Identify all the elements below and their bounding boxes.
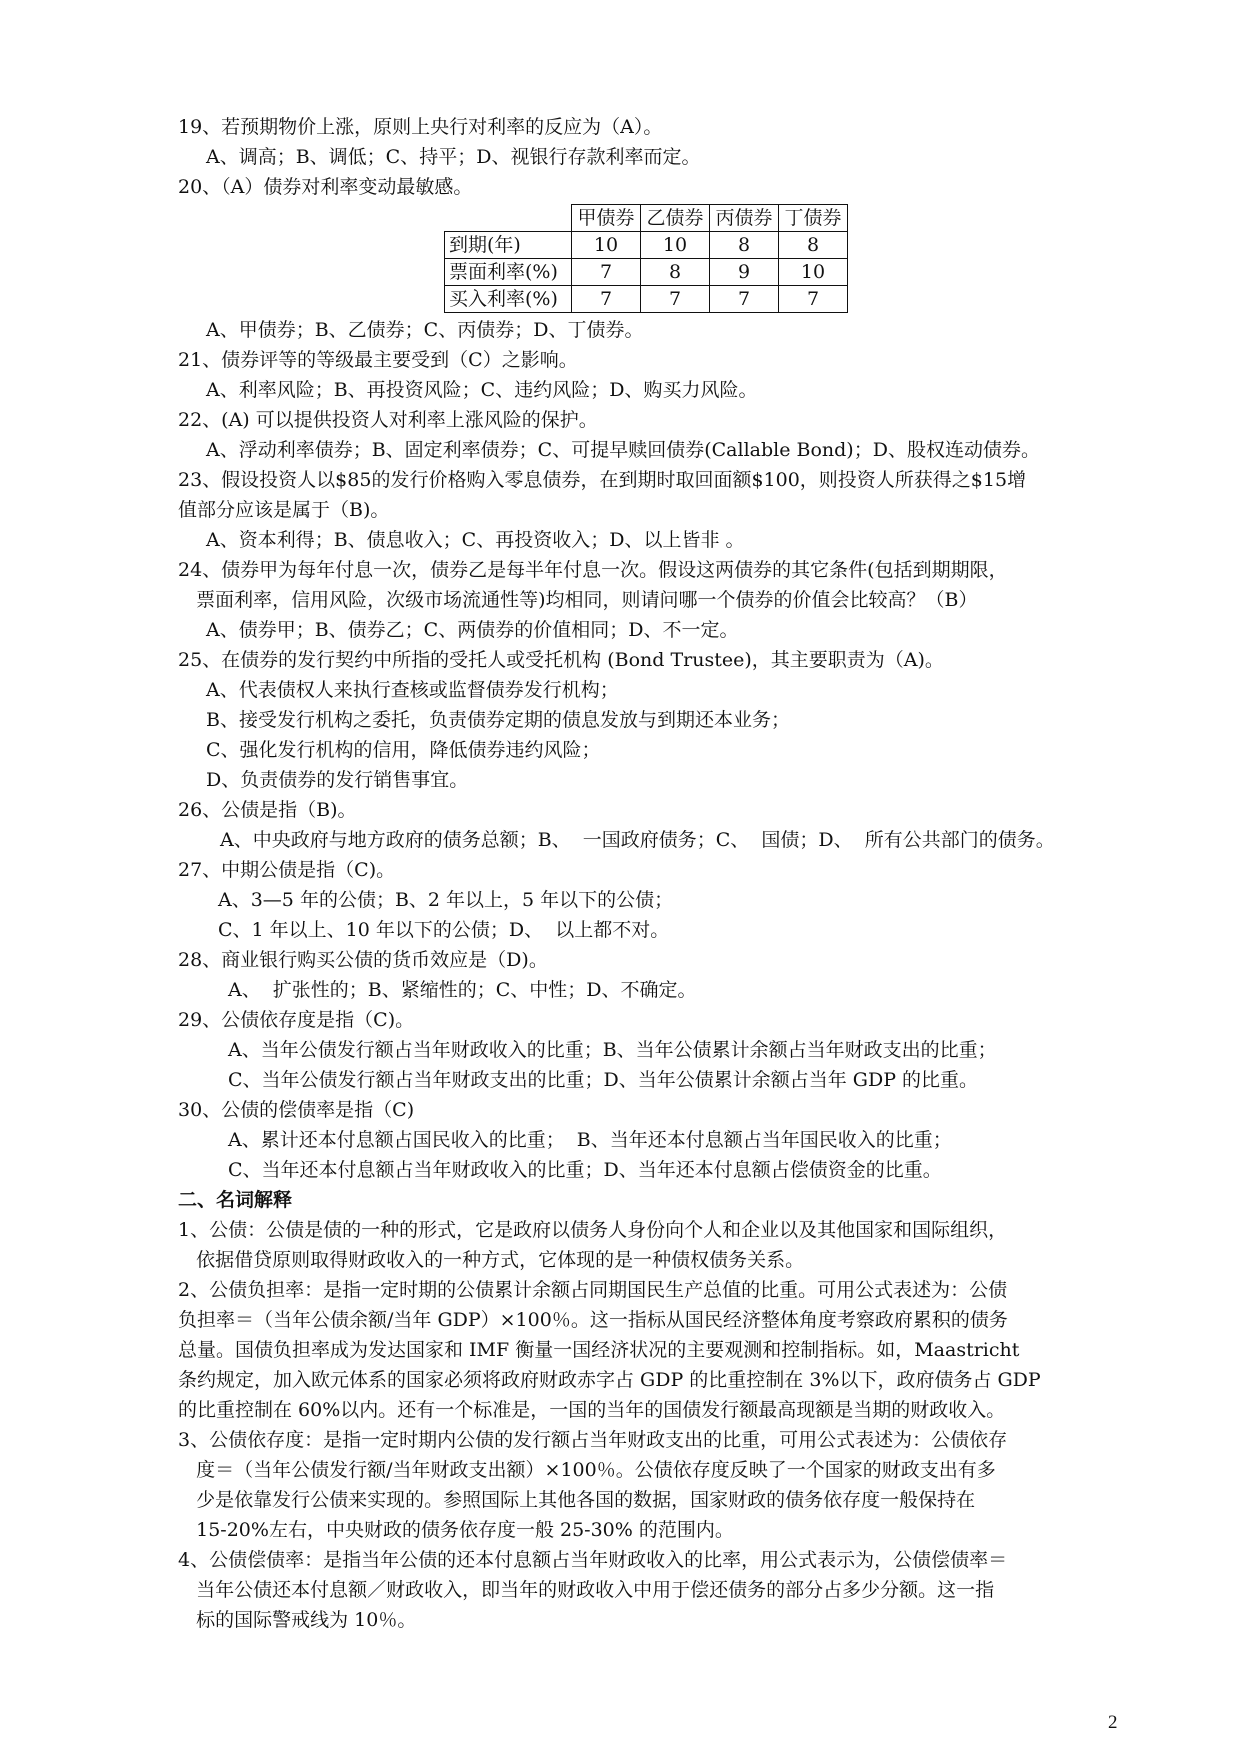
table-cell: 10 [572,232,641,259]
question-stem-cont: 值部分应该是属于（B)。 [178,499,390,521]
bond-table-wrapper [444,204,1121,313]
table-corner-cell [445,205,572,232]
table-header-cell: 甲债券 [572,205,641,232]
table-cell: 7 [779,286,848,313]
definition-line: 标的国际警戒线为 10％。 [178,1609,417,1631]
definition-line: 总量。国债负担率成为发达国家和 IMF 衡量一国经济状况的主要观测和控制指标。如，Maastricht [178,1339,1020,1361]
page-number: 2 [1108,1712,1118,1733]
question-27 [178,855,1121,945]
row-label: 到期(年) [445,232,572,259]
question-option: B、接受发行机构之委托，负责债券定期的债息发放与到期还本业务； [206,709,790,731]
question-stem: 27、中期公债是指（C)。 [178,859,396,881]
question-stem: 19、若预期物价上涨，原则上央行对利率的反应为（A）。 [178,116,663,138]
bond-table [444,204,848,313]
question-stem: 23、假设投资人以$85的发行价格购入零息债券，在到期时取回面额$100，则投资人所获得之$15增 [178,469,1027,491]
question-stem: 24、债券甲为每年付息一次，债券乙是每半年付息一次。假设这两债券的其它条件(包括到期期限， [178,559,1008,581]
definition-line: 负担率＝（当年公债余额/当年 GDP）×100％。这一指标从国民经济整体角度考察政府累积的债务 [178,1309,1008,1331]
question-30 [178,1095,1121,1185]
question-stem-cont: 票面利率，信用风险，次级市场流通性等)均相同，则请问哪一个债券的价值会比较高？（B） [178,589,978,611]
definition-line: 依据借贷原则取得财政收入的一种方式，它体现的是一种债权债务关系。 [178,1249,805,1271]
definition-line: 的比重控制在 60%以内。还有一个标准是，一国的当年的国债发行额最高现额是当期的财政收入。 [178,1399,1006,1421]
question-options: A、中央政府与地方政府的债务总额；B、 一国政府债务；C、 国债；D、 所有公共部门的债务。 [220,829,1055,851]
question-20 [178,172,1121,345]
question-options: A、调高；B、调低；C、持平；D、视银行存款利率而定。 [206,146,701,168]
question-stem: 26、公债是指（B)。 [178,799,357,821]
table-header-cell: 丙债券 [710,205,779,232]
question-23 [178,465,1121,555]
definition-2 [178,1275,1121,1425]
question-28 [178,945,1121,1005]
table-cell: 8 [710,232,779,259]
question-option: A、代表债权人来执行查核或监督债券发行机构； [206,679,619,701]
question-stem: 20、（A）债券对利率变动最敏感。 [178,176,473,198]
question-stem: 22、(A) 可以提供投资人对利率上涨风险的保护。 [178,409,598,431]
table-cell: 10 [779,259,848,286]
question-options: A、资本利得；B、债息收入；C、再投资收入；D、以上皆非 。 [206,529,745,551]
table-cell: 7 [641,286,710,313]
question-26 [178,795,1121,855]
table-header-cell: 丁债券 [779,205,848,232]
question-stem: 29、公债依存度是指（C)。 [178,1009,415,1031]
table-cell: 7 [572,286,641,313]
table-row [445,259,848,286]
definition-line: 当年公债还本付息额／财政收入，即当年的财政收入中用于偿还债务的部分占多少分额。这一指 [178,1579,995,1601]
definition-line: 15-20%左右，中央财政的债务依存度一般 25-30% 的范围内。 [178,1519,734,1541]
question-stem: 21、债券评等的等级最主要受到（C）之影响。 [178,349,578,371]
question-options: A、浮动利率债券；B、固定利率债券；C、可提早赎回债券(Callable Bond)；D、股权连动债券。 [206,439,1040,461]
question-19 [178,112,1121,172]
definition-line: 度＝（当年公债发行额/当年财政支出额）×100％。公债依存度反映了一个国家的财政支出有多 [178,1459,996,1481]
definition-line: 3、公债依存度：是指一定时期内公债的发行额占当年财政支出的比重，可用公式表述为：公债依存 [178,1429,1008,1451]
definition-line: 4、公债偿债率：是指当年公债的还本付息额占当年财政收入的比率，用公式表示为，公债偿债率＝ [178,1549,1008,1571]
question-29 [178,1005,1121,1095]
section-heading: 二、名词解释 [178,1189,293,1211]
question-options: A、甲债券；B、乙债券；C、丙债券；D、丁债券。 [206,319,644,341]
definition-1 [178,1215,1121,1275]
question-option: C、当年还本付息额占当年财政收入的比重；D、当年还本付息额占偿债资金的比重。 [228,1159,942,1181]
question-option: C、当年公债发行额占当年财政支出的比重；D、当年公债累计余额占当年 GDP 的比重。 [228,1069,979,1091]
question-option: C、1 年以上、10 年以下的公债；D、 以上都不对。 [218,919,670,941]
question-option: A、3—5 年的公债；B、2 年以上，5 年以下的公债； [218,889,674,911]
question-options: A、债券甲；B、债券乙；C、两债券的价值相同；D、不一定。 [206,619,739,641]
table-cell: 8 [641,259,710,286]
table-cell: 7 [710,286,779,313]
definition-3 [178,1425,1121,1545]
definition-4 [178,1545,1121,1635]
question-stem: 30、公债的偿债率是指（C) [178,1099,415,1121]
table-cell: 9 [710,259,779,286]
definition-line: 2、公债负担率：是指一定时期的公债累计余额占同期国民生产总值的比重。可用公式表述为：公债 [178,1279,1008,1301]
question-options: A、 扩张性的；B、紧缩性的；C、中性；D、不确定。 [228,979,697,1001]
definition-line: 少是依靠发行公债来实现的。参照国际上其他各国的数据，国家财政的债务依存度一般保持在 [178,1489,976,1511]
table-row [445,232,848,259]
question-24 [178,555,1121,645]
question-option: C、强化发行机构的信用，降低债券违约风险； [206,739,601,761]
table-row [445,286,848,313]
table-header-cell: 乙债券 [641,205,710,232]
definition-line: 1、公债：公债是债的一种的形式，它是政府以债务人身份向个人和企业以及其他国家和国际组织， [178,1219,1008,1241]
table-cell: 8 [779,232,848,259]
question-option: A、当年公债发行额占当年财政收入的比重；B、当年公债累计余额占当年财政支出的比重； [228,1039,997,1061]
question-21 [178,345,1121,405]
question-stem: 28、商业银行购买公债的货币效应是（D)。 [178,949,548,971]
question-22 [178,405,1121,465]
table-cell: 10 [641,232,710,259]
question-stem: 25、在债券的发行契约中所指的受托人或受托机构 (Bond Trustee)，其主要职责为（A)。 [178,649,944,671]
table-cell: 7 [572,259,641,286]
question-options: A、利率风险；B、再投资风险；C、违约风险；D、购买力风险。 [206,379,758,401]
row-label: 票面利率(%) [445,259,572,286]
table-header-row [445,205,848,232]
question-option: A、累计还本付息额占国民收入的比重； B、当年还本付息额占当年国民收入的比重； [228,1129,952,1151]
row-label: 买入利率(%) [445,286,572,313]
definition-line: 条约规定，加入欧元体系的国家必须将政府财政赤字占 GDP 的比重控制在 3%以下，政府债务占 GDP [178,1369,1041,1391]
question-option: D、负责债券的发行销售事宜。 [206,769,469,791]
question-25 [178,645,1121,795]
